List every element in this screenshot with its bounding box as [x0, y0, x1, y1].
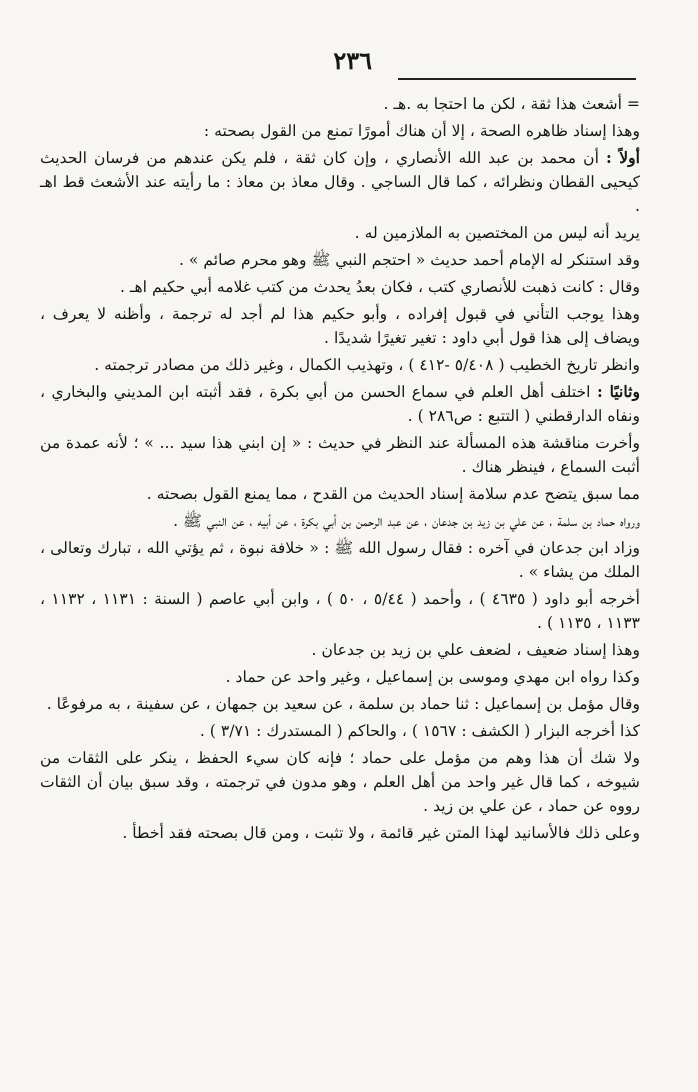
paragraph: وهذا يوجب التأني في قبول إفراده ، وأبو حكيم هذا لم أجد له ترجمة ، وأظنه لا يعرف ، ويضاف إلى هذا قول أبي داود : تغير تغيرًا شديدًا .	[40, 305, 640, 347]
paragraph: وقال : كانت ذهبت للأنصاري كتب ، فكان بعدُ يحدث من كتب غلامه أبي حكيم اهـ .	[119, 278, 640, 296]
paragraph: وزاد ابن جدعان في آخره : فقال رسول الله ﷺ : « خلافة نبوة ، ثم يؤتي الله ، تبارك وتعالى ، الملك من يشاء » .	[40, 539, 640, 581]
paragraph: وثانيًا : اختلف أهل العلم في سماع الحسن من أبي بكرة ، فقد أثبته ابن المديني والبخاري ، ونفاه الدارقطني ( التتبع : ص٢٨٦ ) .	[40, 382, 640, 425]
paragraph: أخرجه أبو داود ( ٤٦٣٥ ) ، وأحمد ( ٥/٤٤ ، ٥٠ ) ، وابن أبي عاصم ( السنة : ١١٣١ ، ١١٣٢ ، ١١٣٣ ، ١١٣٥ ) .	[40, 590, 640, 632]
point-heading: وثانيًا :	[596, 382, 640, 401]
paragraph: ولا شك أن هذا وهم من مؤمل على حماد ؛ فإنه كان سيء الحفظ ، ينكر على الثقات من شيوخه ، كما قال غير واحد من أهل العلم ، وهو مدون في ترجمته ، وقد سبق بيان أن الثقات رووه عن حماد ، عن علي بن زيد .	[40, 749, 640, 815]
body-text	[40, 92, 640, 848]
paragraph: وانظر تاريخ الخطيب ( ٥/٤٠٨ -٤١٢ ) ، وتهذيب الكمال ، وغير ذلك من مصادر ترجمته .	[94, 356, 640, 374]
page-number: ٢٣٦	[333, 46, 372, 75]
header-rule	[398, 78, 636, 80]
paragraph: أولاً : أن محمد بن عبد الله الأنصاري ، وإن كان ثقة ، فلم يكن عندهم من فرسان الحديث كيحيى القطان ونظرائه ، كما قال الساجي . وقال معاذ بن معاذ : ما رأيته عند الأشعث قط اهـ .	[40, 148, 640, 215]
paragraph: وقد استنكر له الإمام أحمد حديث « احتجم النبي ﷺ وهو محرم صائم » .	[178, 251, 640, 269]
paragraph: ورواه حماد بن سلمة ، عن علي بن زيد بن جدعان ، عن عبد الرحمن بن أبي بكرة ، عن أبيه ، عن النبي ﷺ .	[173, 512, 640, 530]
paragraph: وكذا رواه ابن مهدي وموسى بن إسماعيل ، وغير واحد عن حماد .	[225, 668, 640, 686]
paragraph: مما سبق يتضح عدم سلامة إسناد الحديث من القدح ، مما يمنع القول بصحته .	[146, 485, 640, 503]
paragraph: وهذا إسناد ظاهره الصحة ، إلا أن هناك أمورًا تمنع من القول بصحته :	[203, 122, 640, 140]
paragraph: وقال مؤمل بن إسماعيل : ثنا حماد بن سلمة ، عن سعيد بن جمهان ، عن سفينة ، به مرفوعًا .	[46, 695, 640, 713]
point-heading: أولاً :	[605, 148, 640, 167]
paragraph: = أشعث هذا ثقة ، لكن ما احتجا به .هـ .	[383, 95, 640, 113]
paragraph: كذا أخرجه البزار ( الكشف : ١٥٦٧ ) ، والحاكم ( المستدرك : ٣/٧١ ) .	[199, 722, 640, 740]
paragraph: وهذا إسناد ضعيف ، لضعف علي بن زيد بن جدعان .	[311, 641, 640, 659]
paragraph: وعلى ذلك فالأسانيد لهذا المتن غير قائمة ، ولا تثبت ، ومن قال بصحته فقد أخطأ .	[122, 824, 640, 842]
paragraph: يريد أنه ليس من المختصين به الملازمين له .	[354, 224, 640, 242]
paragraph: وأخرت مناقشة هذه المسألة عند النظر في حديث : « إن ابني هذا سيد ... » ؛ لأنه عمدة من أثبت السماع ، فينظر هناك .	[40, 434, 640, 476]
